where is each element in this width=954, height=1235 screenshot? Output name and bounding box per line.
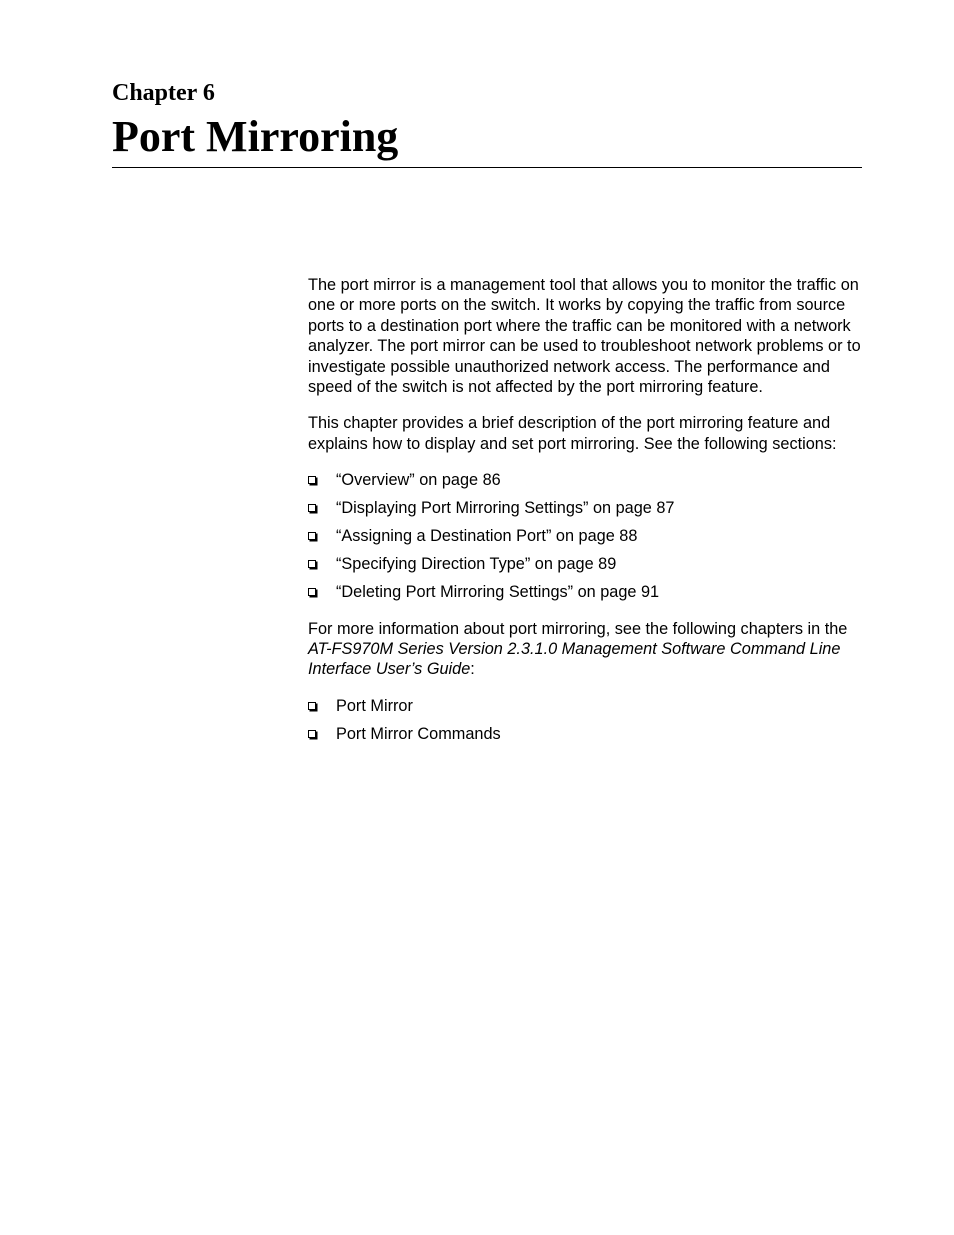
checkbox-bullet-icon — [308, 476, 316, 484]
more-info-trail: : — [470, 660, 475, 679]
section-link-displaying-settings[interactable] — [308, 498, 873, 518]
intro-paragraph-sections: This chapter provides a brief description of the port mirroring feature and explains how to display and set port mirroring. See the following sections: — [308, 414, 837, 453]
checkbox-bullet-icon — [308, 588, 316, 596]
guide-title: AT-FS970M Series Version 2.3.1.0 Management Software Command Line Interface User’s Guide — [308, 639, 841, 679]
checkbox-bullet-icon — [308, 560, 316, 568]
chapter-link-label: Port Mirror — [336, 696, 413, 715]
chapter-link-port-mirror-commands[interactable] — [308, 724, 873, 744]
page-title: Port Mirroring — [112, 112, 399, 161]
section-link-label: “Deleting Port Mirroring Settings” on page 91 — [336, 583, 660, 602]
chapter-label: Chapter 6 — [112, 80, 215, 106]
section-link-label: “Specifying Direction Type” on page 89 — [336, 555, 617, 574]
chapter-link-label: Port Mirror Commands — [336, 724, 501, 743]
section-link-overview[interactable] — [308, 470, 873, 490]
section-link-label: “Displaying Port Mirroring Settings” on page 87 — [336, 499, 675, 518]
more-info-paragraph — [308, 619, 873, 680]
title-divider — [112, 167, 862, 168]
section-link-direction-type[interactable] — [308, 554, 873, 574]
checkbox-bullet-icon — [308, 532, 316, 540]
section-list — [308, 470, 873, 602]
checkbox-bullet-icon — [308, 504, 316, 512]
intro-paragraph: The port mirror is a management tool that allows you to monitor the traffic on one or more ports on the switch. It works by copying the traffic from source ports to a destination port where the traffic can be monitored with a network analyzer. The port mirror can be used to troubleshoot network problems or to investigate possible unauthorized network access. The performance and speed of the switch is not affected by the port mirroring feature. — [308, 276, 861, 397]
section-link-deleting-settings[interactable] — [308, 582, 873, 602]
body-content — [308, 275, 873, 760]
checkbox-bullet-icon — [308, 702, 316, 710]
chapter-list — [308, 696, 873, 744]
more-info-lead: For more information about port mirroring, see the following chapters in the — [308, 619, 848, 638]
section-link-label: “Overview” on page 86 — [336, 471, 501, 490]
section-link-assigning-destination[interactable] — [308, 526, 873, 546]
checkbox-bullet-icon — [308, 730, 316, 738]
section-link-label: “Assigning a Destination Port” on page 88 — [336, 527, 638, 546]
chapter-link-port-mirror[interactable] — [308, 696, 873, 716]
